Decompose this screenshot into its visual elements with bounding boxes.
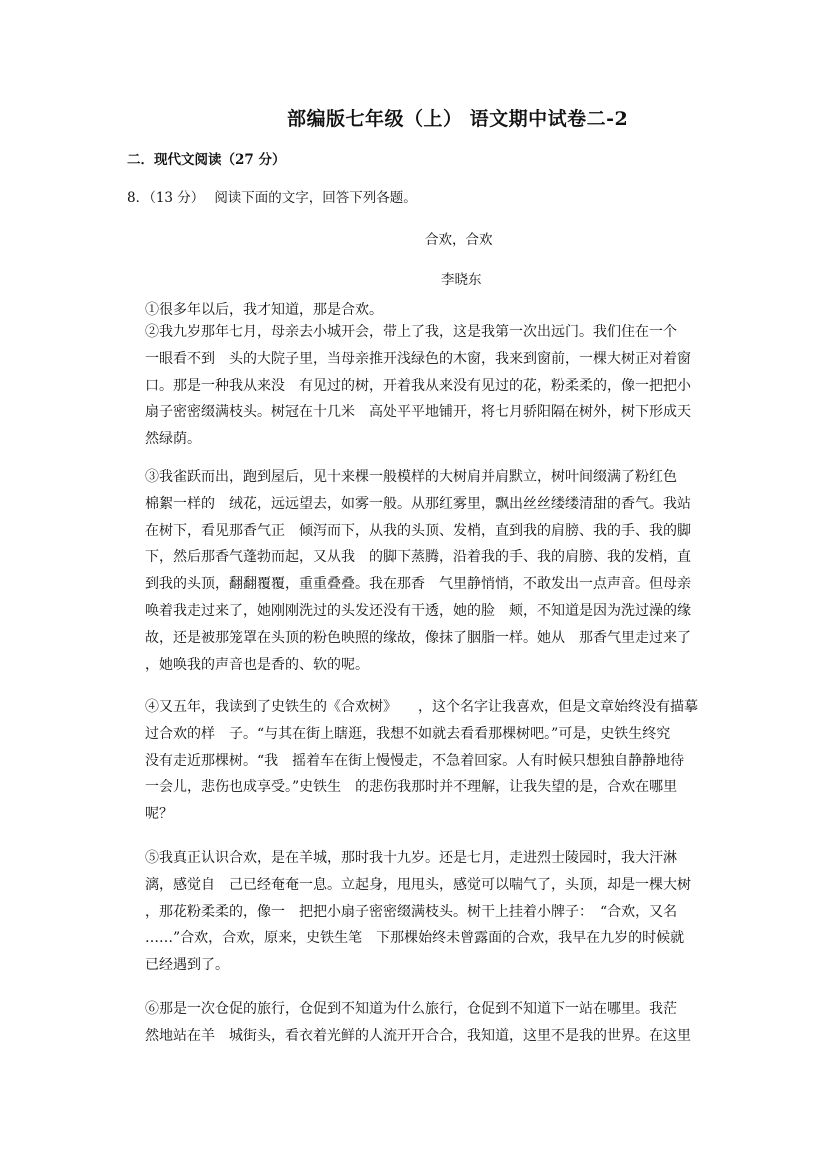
- paragraph-line: 然地站在羊 城街头，看衣着光鲜的人流开开合合，我知道，这里不是我的世界。在这里: [145, 1027, 691, 1044]
- paragraph-line: ①很多年以后，我才知道，那是合欢。: [145, 302, 383, 318]
- paragraph-line: ，那花粉柔柔的，像一 把把小扇子密密缀满枝头。树干上挂着小牌子： “合欢，又名: [145, 903, 678, 920]
- paragraph-5: [145, 845, 705, 979]
- paragraph-line: 然绿荫。: [145, 431, 201, 448]
- paragraph-line: 口。那是一种我从来没 有见过的树，开着我从来没有见过的花，粉柔柔的，像一把把小: [145, 377, 691, 394]
- document-title: 部编版七年级（上） 语文期中试卷二-2: [287, 108, 629, 130]
- paragraph-line: ⑤我真正认识合欢，是在羊城，那时我十九岁。还是七月，走进烈士陵园时，我大汗淋: [145, 850, 677, 866]
- paragraph-line: ④又五年，我读到了史铁生的《合欢树》 ，这个名字让我喜欢，但是文章始终没有描摹: [145, 699, 698, 715]
- paragraph-line: 漓，感觉自 己已经奄奄一息。立起身，甩甩头，感觉可以喘气了，头顶，却是一棵大树: [145, 876, 691, 893]
- paragraph-2: [145, 319, 705, 453]
- paragraph-line: ②我九岁那年七月，母亲去小城开会，带上了我，这是我第一次出远门。我们住在一个: [145, 324, 677, 340]
- paragraph-line: 扇子密密缀满枝头。树冠在十几米 高处平平地铺开，将七月骄阳隔在树外，树下形成天: [145, 404, 691, 421]
- paragraph-line: 棉絮一样的 绒花，远远望去，如雾一般。从那红雾里，飘出丝丝缕缕清甜的香气。我站: [145, 495, 691, 512]
- paragraph-3: [145, 464, 705, 678]
- paragraph-line: 唤着我走过来了，她刚刚洗过的头发还没有干透，她的脸 颊，不知道是因为洗过澡的缘: [145, 602, 691, 619]
- paragraph-line: 呢？: [145, 806, 173, 823]
- paragraph-line: 在树下，看见那香气正 倾泻而下，从我的头顶、发梢，直到我的肩膀、我的手、我的脚: [145, 522, 691, 539]
- paragraph-line: 下，然后那香气蓬勃而起，又从我 的脚下蒸腾，沿着我的手、我的肩膀、我的发梢，直: [145, 549, 691, 566]
- question-instruction: 阅读下面的文字，回答下列各题。: [214, 190, 417, 206]
- paragraph-line: ……”合欢，合欢，原来，史铁生笔 下那棵始终未曾露面的合欢，我早在九岁的时候就: [145, 930, 685, 947]
- passage-title: 合欢，合欢: [425, 232, 493, 248]
- paragraph-line: ③我雀跃而出，跑到屋后，见十来棵一般模样的大树肩并肩默立，树叶间缀满了粉红色: [145, 469, 677, 485]
- paragraph-line: 一眼看不到 头的大院子里，当母亲推开浅绿色的木窗，我来到窗前，一棵大树正对着窗: [145, 350, 691, 367]
- paragraph-4: [145, 694, 705, 828]
- paragraph-line: 一会儿，悲伤也成享受。”史铁生 的悲伤我那时并不理解，让我失望的是，合欢在哪里: [145, 779, 678, 796]
- paragraph-6: [145, 996, 705, 1050]
- paragraph-line: ，她唤我的声音也是香的、软的呢。: [145, 656, 369, 673]
- question-header: [127, 186, 417, 206]
- paragraph-line: 已经遇到了。: [145, 957, 229, 974]
- paragraph-line: 没有走近那棵树。“我 摇着车在街上慢慢走，不急着回家。人有时候只想独自静静地待: [145, 752, 685, 769]
- section-heading: 二．现代文阅读（27 分）: [127, 152, 286, 168]
- paragraph-line: 到我的头顶，翻翻覆覆，重重叠叠。我在那香 气里静悄悄，不敢发出一点声音。但母亲: [145, 576, 691, 593]
- question-number: 8．（13 分）: [127, 190, 205, 206]
- passage-author: 李晓东: [441, 272, 482, 288]
- paragraph-line: 故，还是被那笼罩在头顶的粉色映照的缘故，像抹了胭脂一样。她从 那香气里走过来了: [145, 629, 691, 646]
- paragraph-line: 过合欢的样 子。“与其在街上瞎逛，我想不如就去看看那棵树吧。”可是，史铁生终究: [145, 725, 671, 742]
- paragraph-line: ⑥那是一次仓促的旅行，仓促到不知道为什么旅行，仓促到不知道下一站在哪里。我茫: [145, 1001, 677, 1017]
